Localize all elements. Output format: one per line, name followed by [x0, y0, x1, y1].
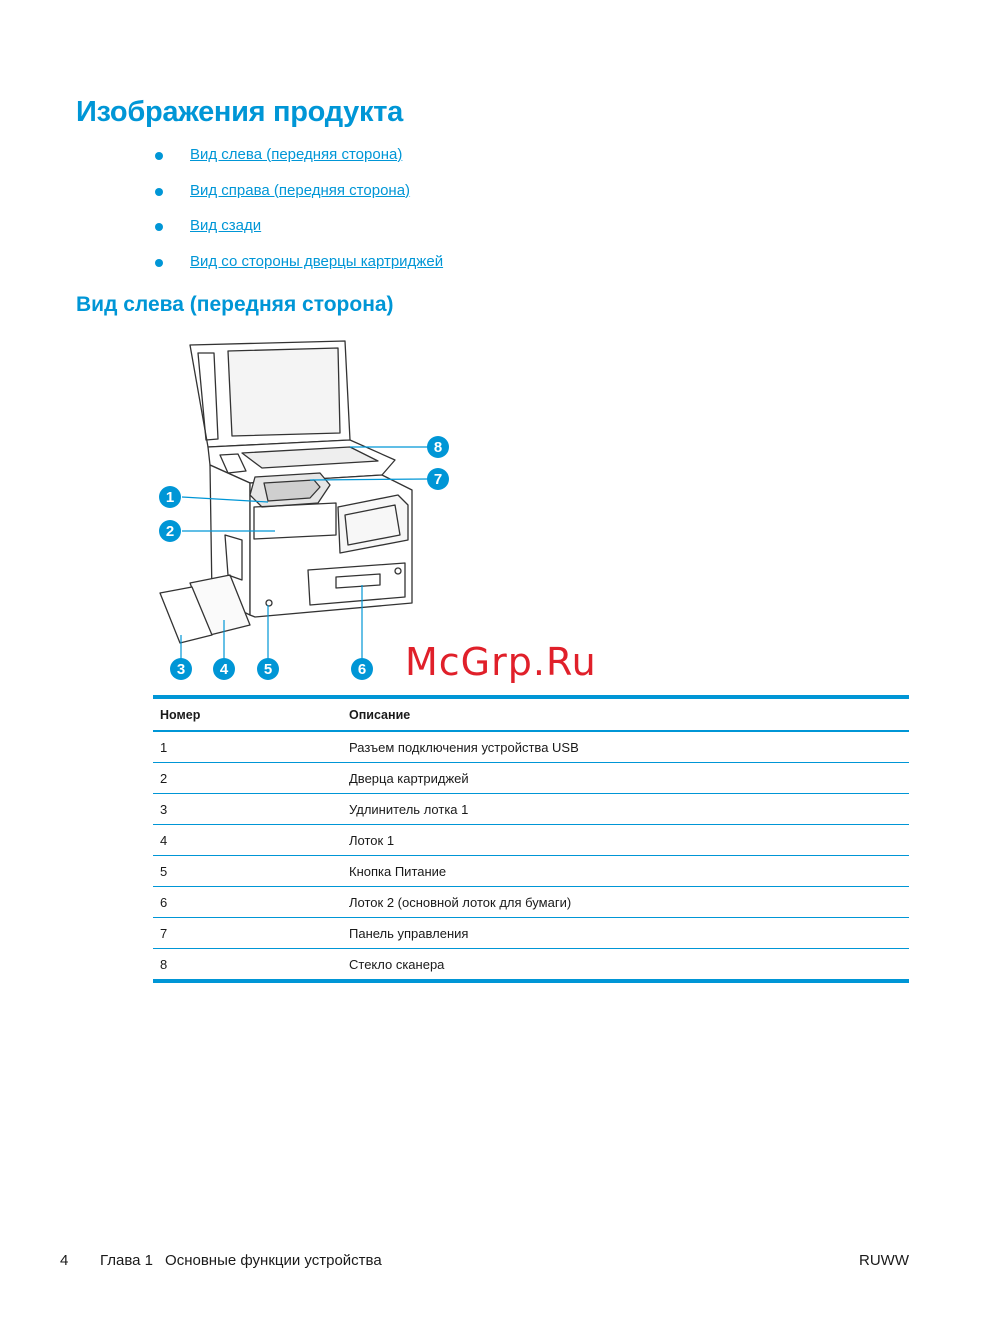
bullet-icon	[155, 188, 163, 196]
row-number: 4	[153, 825, 342, 856]
table-row	[153, 794, 909, 825]
row-description: Стекло сканера	[342, 949, 909, 982]
table-row	[153, 856, 909, 887]
table-row	[153, 887, 909, 918]
column-header-number: Номер	[153, 697, 342, 731]
page-title: Изображения продукта	[76, 96, 403, 128]
table-row	[153, 918, 909, 949]
chapter-title: Основные функции устройства	[165, 1252, 382, 1269]
bullet-icon	[155, 152, 163, 160]
table-row	[153, 949, 909, 982]
callout-3: 3	[176, 661, 186, 678]
row-number: 7	[153, 918, 342, 949]
chapter-label: Глава 1	[100, 1252, 154, 1269]
table-header-row	[153, 697, 909, 731]
callout-8: 8	[433, 439, 443, 456]
row-description: Кнопка Питание	[342, 856, 909, 887]
row-description: Панель управления	[342, 918, 909, 949]
toc-link-right-front[interactable]: Вид справа (передняя сторона)	[190, 181, 411, 199]
bullet-icon	[155, 223, 163, 231]
toc-link-left-front[interactable]: Вид слева (передняя сторона)	[190, 146, 403, 163]
toc-list	[150, 146, 443, 288]
toc-link-cartridge-door[interactable]: Вид со стороны дверцы картриджей	[190, 252, 444, 270]
callout-4: 4	[219, 661, 229, 678]
table-row	[153, 825, 909, 856]
bullet-icon	[155, 259, 163, 267]
list-item	[150, 217, 443, 253]
footer-left	[60, 1252, 382, 1269]
row-number: 6	[153, 887, 342, 918]
parts-table	[153, 695, 909, 983]
list-item	[150, 182, 443, 218]
row-number: 5	[153, 856, 342, 887]
row-description: Лоток 2 (основной лоток для бумаги)	[342, 887, 909, 918]
callout-6: 6	[357, 661, 367, 678]
row-description: Разъем подключения устройства USB	[342, 731, 909, 763]
column-header-description: Описание	[342, 697, 909, 731]
callout-1: 1	[165, 489, 175, 506]
row-number: 3	[153, 794, 342, 825]
row-number: 1	[153, 731, 342, 763]
doc-code: RUWW	[859, 1252, 909, 1269]
callout-7: 7	[433, 471, 443, 488]
list-item	[150, 146, 443, 182]
page-number: 4	[60, 1252, 69, 1269]
row-description: Лоток 1	[342, 825, 909, 856]
callout-5: 5	[263, 661, 273, 678]
table-row	[153, 763, 909, 794]
row-number: 2	[153, 763, 342, 794]
row-description: Удлинитель лотка 1	[342, 794, 909, 825]
section-heading: Вид слева (передняя сторона)	[76, 293, 394, 316]
row-description: Дверца картриджей	[342, 763, 909, 794]
toc-link-back[interactable]: Вид сзади	[190, 217, 262, 234]
table-row	[153, 731, 909, 763]
list-item	[150, 253, 443, 289]
callout-2: 2	[165, 523, 175, 540]
row-number: 8	[153, 949, 342, 982]
watermark: McGrp.Ru	[405, 640, 597, 684]
